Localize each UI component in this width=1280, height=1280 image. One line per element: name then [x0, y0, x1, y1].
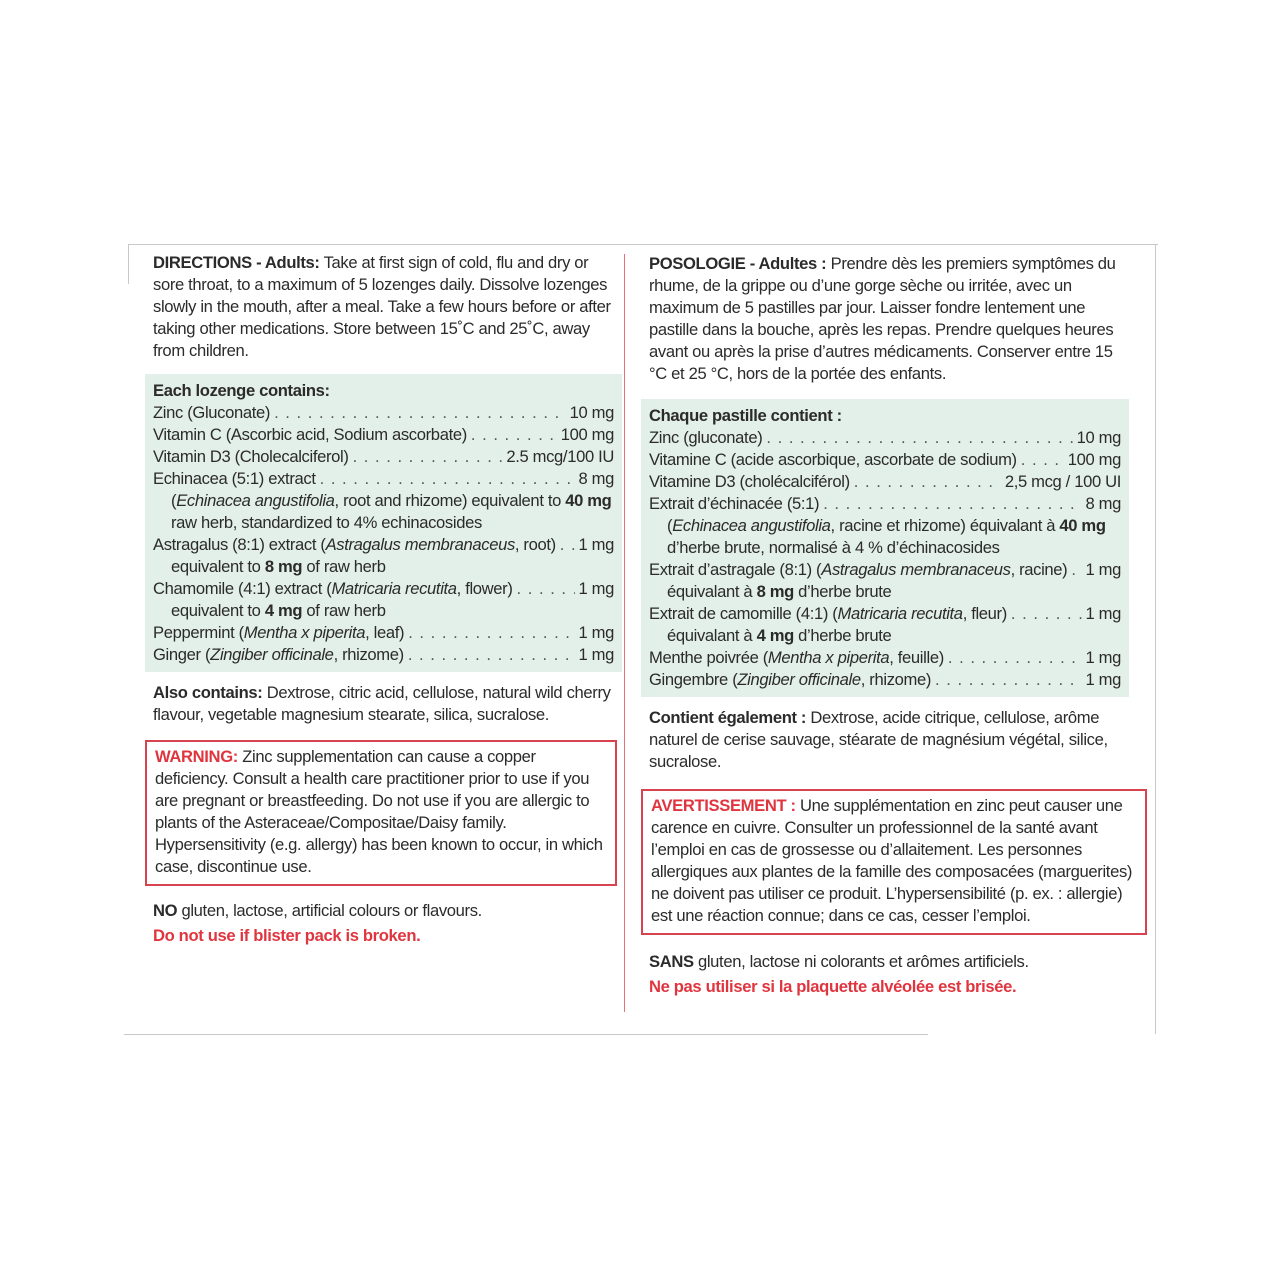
- ingredient-amount: 2.5 mcg/100 IU: [506, 447, 614, 466]
- ingredient-row: [649, 427, 1121, 449]
- also-contains-paragraph: Contient également : Dextrose, acide citrique, cellulose, arôme naturel de cerise sauvage, stéarate de magnésium végétal, silice, sucralose.: [649, 708, 1108, 771]
- ingredient-amount: 1 mg: [1085, 670, 1121, 689]
- ingredient-amount: 100 mg: [1067, 450, 1121, 469]
- ingredient-amount: 1 mg: [1085, 604, 1121, 623]
- ingredient-amount: 8 mg: [578, 469, 614, 488]
- ingredient-amount: 1 mg: [578, 645, 614, 664]
- ingredients-title: Chaque pastille contient :: [649, 406, 842, 425]
- ingredient-note: (Echinacea angustifolia, racine et rhizome) équivalant à 40 mg d’herbe brute, normalisé à 4 % d’échinacosides: [667, 516, 1106, 557]
- ingredient-label: Gingembre (Zingiber officinale, rhizome): [649, 670, 932, 689]
- free-of-statement: SANS gluten, lactose ni colorants et arômes artificiels.: [649, 952, 1029, 971]
- directions-label: DIRECTIONS - Adults:: [153, 253, 320, 272]
- ingredient-label: Extrait de camomille (4:1) (Matricaria recutita, fleur): [649, 604, 1007, 623]
- card-left-edge: [128, 244, 129, 284]
- english-column: [153, 252, 613, 947]
- ingredient-label: Peppermint (Mentha x piperita, leaf): [153, 623, 405, 642]
- warning-box: [641, 789, 1147, 935]
- ingredient-label: Vitamin D3 (Cholecalciferol): [153, 447, 349, 466]
- warning-box: [145, 740, 617, 886]
- ingredient-row: [649, 559, 1121, 581]
- ingredient-label: Vitamin C (Ascorbic acid, Sodium ascorbate): [153, 425, 467, 444]
- ingredient-row: [649, 669, 1121, 691]
- directions-label: POSOLOGIE - Adultes :: [649, 254, 827, 273]
- warning-text: Zinc supplementation can cause a copper deficiency. Consult a health care practitioner prior to use if you are pregnant or breastfeeding. Do not use if you are allergic to plants of the Asteraceae/Compositae/Daisy family. Hypersensitivity (e.g. allergy) has been known to occur, in which case, discontinue use.: [155, 747, 603, 876]
- ingredient-row: [153, 402, 614, 424]
- directions-text: Take at first sign of cold, flu and dry or sore throat, to a maximum of 5 lozenges daily. Dissolve lozenges slowly in the mouth, after a meal. Take a few hours before or after taking other medications. Store between 15˚C and 25˚C, away from children.: [153, 253, 611, 360]
- ingredient-row: [153, 622, 614, 644]
- warning-label: WARNING:: [155, 747, 238, 766]
- ingredient-label: Vitamine D3 (cholécalciférol): [649, 472, 850, 491]
- ingredient-row: [153, 578, 614, 600]
- ingredient-row: [649, 493, 1121, 515]
- ingredients-box: [145, 374, 622, 672]
- blister-warning: Do not use if blister pack is broken.: [153, 926, 421, 945]
- french-column: [649, 253, 1133, 998]
- ingredient-row: [649, 471, 1121, 493]
- ingredient-label: Ginger (Zingiber officinale, rhizome): [153, 645, 404, 664]
- ingredient-note: equivalent to 8 mg of raw herb: [171, 557, 386, 576]
- card-bottom-edge: [124, 1034, 928, 1035]
- ingredient-amount: 2,5 mcg / 100 UI: [1004, 472, 1121, 491]
- ingredient-amount: 1 mg: [1085, 560, 1121, 579]
- ingredient-label: Echinacea (5:1) extract: [153, 469, 316, 488]
- ingredient-label: Chamomile (4:1) extract (Matricaria recutita, flower): [153, 579, 513, 598]
- ingredient-row: [153, 644, 614, 666]
- ingredient-row: [649, 603, 1121, 625]
- ingredient-amount: 1 mg: [578, 535, 614, 554]
- ingredient-row: [153, 534, 614, 556]
- ingredient-label: Zinc (Gluconate): [153, 403, 271, 422]
- ingredient-amount: 10 mg: [1076, 428, 1121, 447]
- ingredient-amount: 8 mg: [1085, 494, 1121, 513]
- ingredient-row: [649, 647, 1121, 669]
- ingredient-label: Extrait d’astragale (8:1) (Astragalus membranaceus, racine): [649, 560, 1068, 579]
- ingredient-amount: 10 mg: [569, 403, 614, 422]
- ingredient-note: (Echinacea angustifolia, root and rhizome) equivalent to 40 mg raw herb, standardized to 4% echinacosides: [171, 491, 612, 532]
- ingredient-note: equivalent to 4 mg of raw herb: [171, 601, 386, 620]
- ingredient-note: équivalant à 8 mg d’herbe brute: [667, 582, 892, 601]
- ingredient-row: [649, 449, 1121, 471]
- ingredient-note: équivalant à 4 mg d’herbe brute: [667, 626, 892, 645]
- ingredient-amount: 1 mg: [578, 623, 614, 642]
- also-contains-paragraph: Also contains: Dextrose, citric acid, cellulose, natural wild cherry flavour, vegetable magnesium stearate, silica, sucralose.: [153, 683, 611, 724]
- ingredient-label: Menthe poivrée (Mentha x piperita, feuille): [649, 648, 944, 667]
- column-divider: [624, 254, 625, 1012]
- warning-label: AVERTISSEMENT :: [651, 796, 796, 815]
- ingredient-label: Zinc (gluconate): [649, 428, 763, 447]
- directions-paragraph: [153, 252, 613, 362]
- ingredient-amount: 1 mg: [578, 579, 614, 598]
- ingredient-label: Extrait d’échinacée (5:1): [649, 494, 820, 513]
- card-right-edge: [1155, 244, 1156, 1034]
- warning-text: Une supplémentation en zinc peut causer une carence en cuivre. Consulter un professionnel de la santé avant l’emploi en cas de grossesse ou d’allaitement. Les personnes allergiques aux plantes de la famille des composacées (marguerites) ne doivent pas utiliser ce produit. L’hypersensibilité (p. ex. : allergie) est une réaction connue; dans ce cas, cesser l’emploi.: [651, 796, 1133, 925]
- ingredients-box: [641, 399, 1129, 697]
- free-of-statement: NO gluten, lactose, artificial colours or flavours.: [153, 901, 482, 920]
- ingredient-amount: 100 mg: [560, 425, 614, 444]
- blister-warning: Ne pas utiliser si la plaquette alvéolée est brisée.: [649, 977, 1017, 996]
- ingredient-label: Astragalus (8:1) extract (Astragalus membranaceus, root): [153, 535, 556, 554]
- directions-paragraph: [649, 253, 1127, 385]
- card-top-edge: [128, 244, 1158, 245]
- ingredient-row: [153, 446, 614, 468]
- ingredient-label: Vitamine C (acide ascorbique, ascorbate de sodium): [649, 450, 1017, 469]
- ingredient-amount: 1 mg: [1085, 648, 1121, 667]
- directions-text: Prendre dès les premiers symptômes du rhume, de la grippe ou d’une gorge sèche ou irritée, avec un maximum de 5 pastilles par jour. Laisser fondre lentement une pastille dans la bouche, après les repas. Prendre quelques heures avant ou après la prise d’autres médicaments. Conserver entre 15 °C et 25 °C, hors de la portée des enfants.: [649, 254, 1116, 383]
- ingredients-title: Each lozenge contains:: [153, 381, 330, 400]
- ingredient-row: [153, 424, 614, 446]
- ingredient-row: [153, 468, 614, 490]
